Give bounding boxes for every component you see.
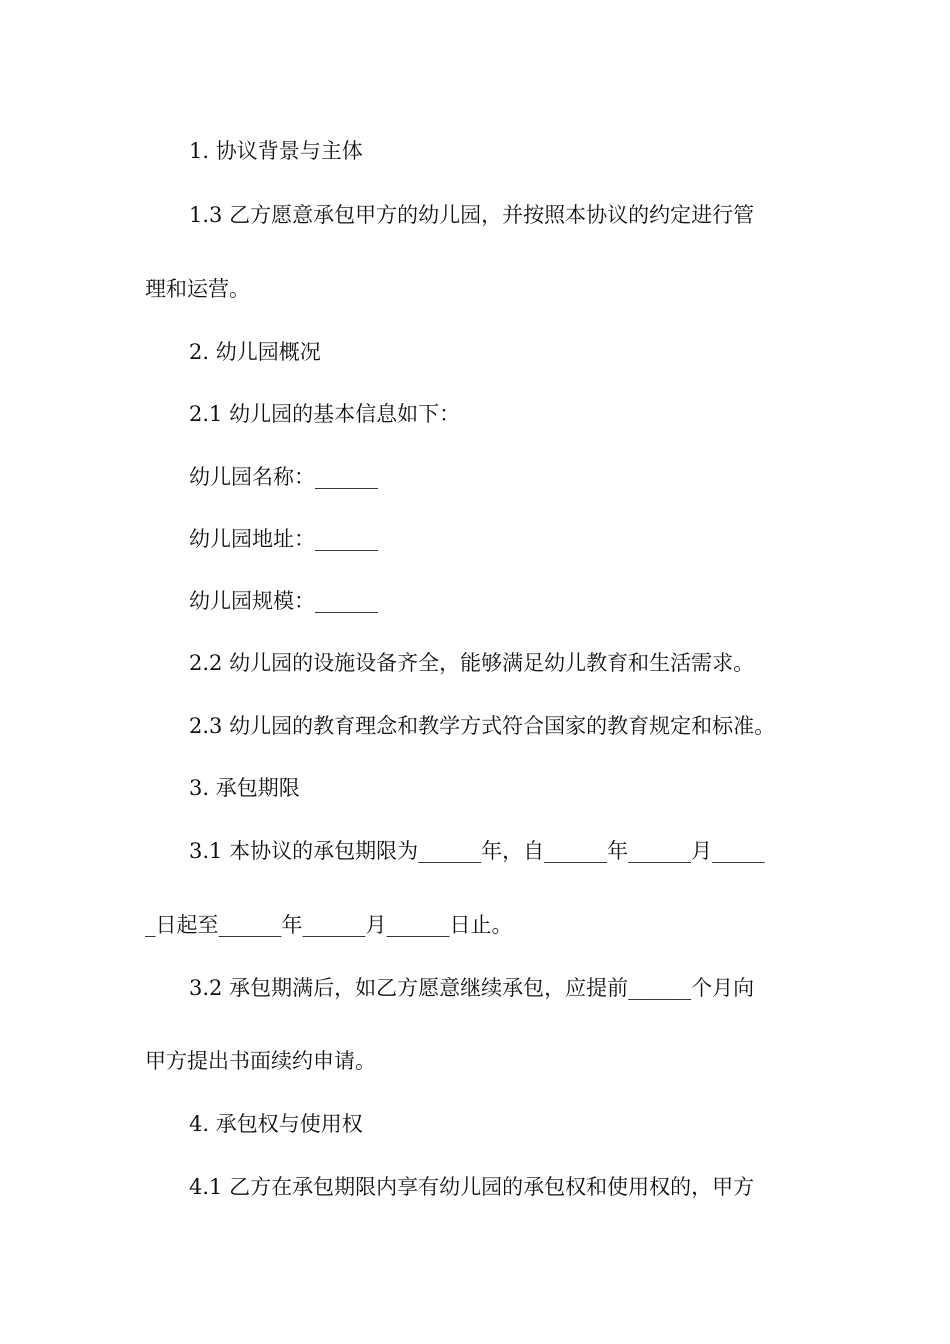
clause-3-1-continued: _日起至______年______月______日止。: [145, 913, 513, 937]
section-heading-4: 4. 承包权与使用权: [189, 1112, 363, 1136]
clause-3-2: 3.2 承包期满后，如乙方愿意继续承包，应提前______个月向: [189, 976, 755, 1000]
clause-3-1: 3.1 本协议的承包期限为______年，自______年______月_____: [189, 839, 765, 863]
clause-4-1: 4.1 乙方在承包期限内享有幼儿园的承包权和使用权的，甲方: [189, 1175, 755, 1199]
section-heading-2: 2. 幼儿园概况: [189, 340, 321, 364]
clause-2-3: 2.3 幼儿园的教育理念和教学方式符合国家的教育规定和标准。: [189, 714, 776, 738]
clause-1-3: 1.3 乙方愿意承包甲方的幼儿园，并按照本协议的约定进行管: [189, 203, 755, 227]
clause-2-1: 2.1 幼儿园的基本信息如下：: [189, 402, 461, 426]
section-heading-1: 1. 协议背景与主体: [189, 139, 363, 163]
kindergarten-address-field: 幼儿园地址：______: [189, 527, 378, 551]
clause-2-2: 2.2 幼儿园的设施设备齐全，能够满足幼儿教育和生活需求。: [189, 651, 755, 675]
section-heading-3: 3. 承包期限: [189, 776, 300, 800]
kindergarten-scale-field: 幼儿园规模：______: [189, 589, 378, 613]
clause-3-2-continued: 甲方提出书面续约申请。: [145, 1049, 376, 1073]
kindergarten-name-field: 幼儿园名称：______: [189, 465, 378, 489]
clause-1-3-continued: 理和运营。: [145, 277, 250, 301]
